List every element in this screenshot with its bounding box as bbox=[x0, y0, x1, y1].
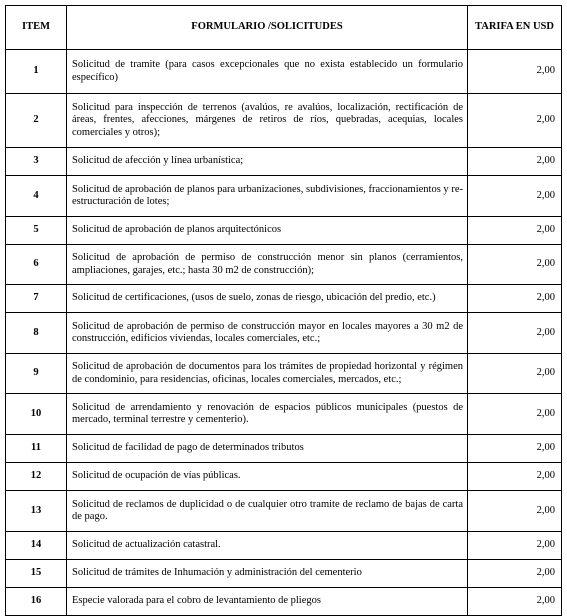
item-number: 4 bbox=[6, 176, 67, 217]
item-description: Solicitud de reclamos de duplicidad o de cualquier otro tramite de reclamo de bajas de carta de pago. bbox=[67, 491, 468, 532]
item-price: 2,00 bbox=[468, 560, 562, 588]
item-number: 11 bbox=[6, 435, 67, 463]
table-row bbox=[6, 245, 562, 285]
item-description: Solicitud de aprobación de permiso de construcción mayor en locales mayores a 30 m2 de construcción, edificios viviendas, locales comerciales, etc.; bbox=[67, 313, 468, 354]
item-description: Solicitud de aprobación de documentos para los trámites de propiedad horizontal y régimen de condominio, para residencias, oficinas, locales comerciales, mercados, etc.; bbox=[67, 354, 468, 394]
item-price: 2,00 bbox=[468, 50, 562, 94]
item-number: 7 bbox=[6, 285, 67, 313]
item-number: 10 bbox=[6, 394, 67, 435]
table-row bbox=[6, 435, 562, 463]
item-description: Solicitud de facilidad de pago de determinados tributos bbox=[67, 435, 468, 463]
header-row bbox=[6, 6, 562, 50]
item-description: Solicitud de trámites de Inhumación y administración del cementerio bbox=[67, 560, 468, 588]
item-number: 1 bbox=[6, 50, 67, 94]
item-description: Especie valorada para el cobro de levantamiento de pliegos bbox=[67, 588, 468, 616]
item-description: Solicitud de certificaciones, (usos de suelo, zonas de riesgo, ubicación del predio, etc.) bbox=[67, 285, 468, 313]
item-description: Solicitud de tramite (para casos excepcionales que no exista establecido un formulario específico) bbox=[67, 50, 468, 94]
item-price: 2,00 bbox=[468, 313, 562, 354]
table-row bbox=[6, 394, 562, 435]
table-row bbox=[6, 313, 562, 354]
table-row bbox=[6, 176, 562, 217]
item-price: 2,00 bbox=[468, 94, 562, 148]
item-description: Solicitud de actualización catastral. bbox=[67, 532, 468, 560]
table-row bbox=[6, 217, 562, 245]
item-description: Solicitud de aprobación de permiso de construcción menor sin planos (cerramientos, ampliaciones, garajes, etc.; hasta 30 m2 de construcción); bbox=[67, 245, 468, 285]
item-price: 2,00 bbox=[468, 435, 562, 463]
item-price: 2,00 bbox=[468, 532, 562, 560]
table-row bbox=[6, 560, 562, 588]
item-number: 13 bbox=[6, 491, 67, 532]
item-number: 8 bbox=[6, 313, 67, 354]
table-row bbox=[6, 50, 562, 94]
item-price: 2,00 bbox=[468, 245, 562, 285]
table-row bbox=[6, 94, 562, 148]
item-price: 2,00 bbox=[468, 217, 562, 245]
table-row bbox=[6, 532, 562, 560]
item-description: Solicitud de ocupación de vías públicas. bbox=[67, 463, 468, 491]
table-row bbox=[6, 491, 562, 532]
table-row bbox=[6, 148, 562, 176]
item-price: 2,00 bbox=[468, 148, 562, 176]
item-number: 6 bbox=[6, 245, 67, 285]
item-number: 5 bbox=[6, 217, 67, 245]
header-form: FORMULARIO /SOLICITUDES bbox=[67, 6, 468, 50]
item-price: 2,00 bbox=[468, 463, 562, 491]
header-price: TARIFA EN USD bbox=[468, 6, 562, 50]
header-item: ITEM bbox=[6, 6, 67, 50]
item-description: Solicitud para inspección de terrenos (avalúos, re avalúos, localización, rectificación de áreas, frentes, afecciones, márgenes de retiros de ríos, quebradas, acequias, locales comerciales y otros); bbox=[67, 94, 468, 148]
item-number: 3 bbox=[6, 148, 67, 176]
item-description: Solicitud de aprobación de planos para urbanizaciones, subdivisiones, fraccionamientos y re-estructuración de lotes; bbox=[67, 176, 468, 217]
item-description: Solicitud de arrendamiento y renovación de espacios públicos municipales (puestos de mercado, terminal terrestre y cementerio). bbox=[67, 394, 468, 435]
item-number: 15 bbox=[6, 560, 67, 588]
table-row bbox=[6, 463, 562, 491]
table-row bbox=[6, 588, 562, 616]
item-price: 2,00 bbox=[468, 394, 562, 435]
item-price: 2,00 bbox=[468, 176, 562, 217]
item-number: 16 bbox=[6, 588, 67, 616]
item-description: Solicitud de afección y línea urbanística; bbox=[67, 148, 468, 176]
item-number: 2 bbox=[6, 94, 67, 148]
item-price: 2,00 bbox=[468, 354, 562, 394]
item-number: 14 bbox=[6, 532, 67, 560]
item-description: Solicitud de aprobación de planos arquitectónicos bbox=[67, 217, 468, 245]
table-row bbox=[6, 354, 562, 394]
item-price: 2,00 bbox=[468, 491, 562, 532]
item-number: 12 bbox=[6, 463, 67, 491]
item-price: 2,00 bbox=[468, 588, 562, 616]
item-number: 9 bbox=[6, 354, 67, 394]
table-row bbox=[6, 285, 562, 313]
fee-table bbox=[5, 5, 562, 616]
item-price: 2,00 bbox=[468, 285, 562, 313]
